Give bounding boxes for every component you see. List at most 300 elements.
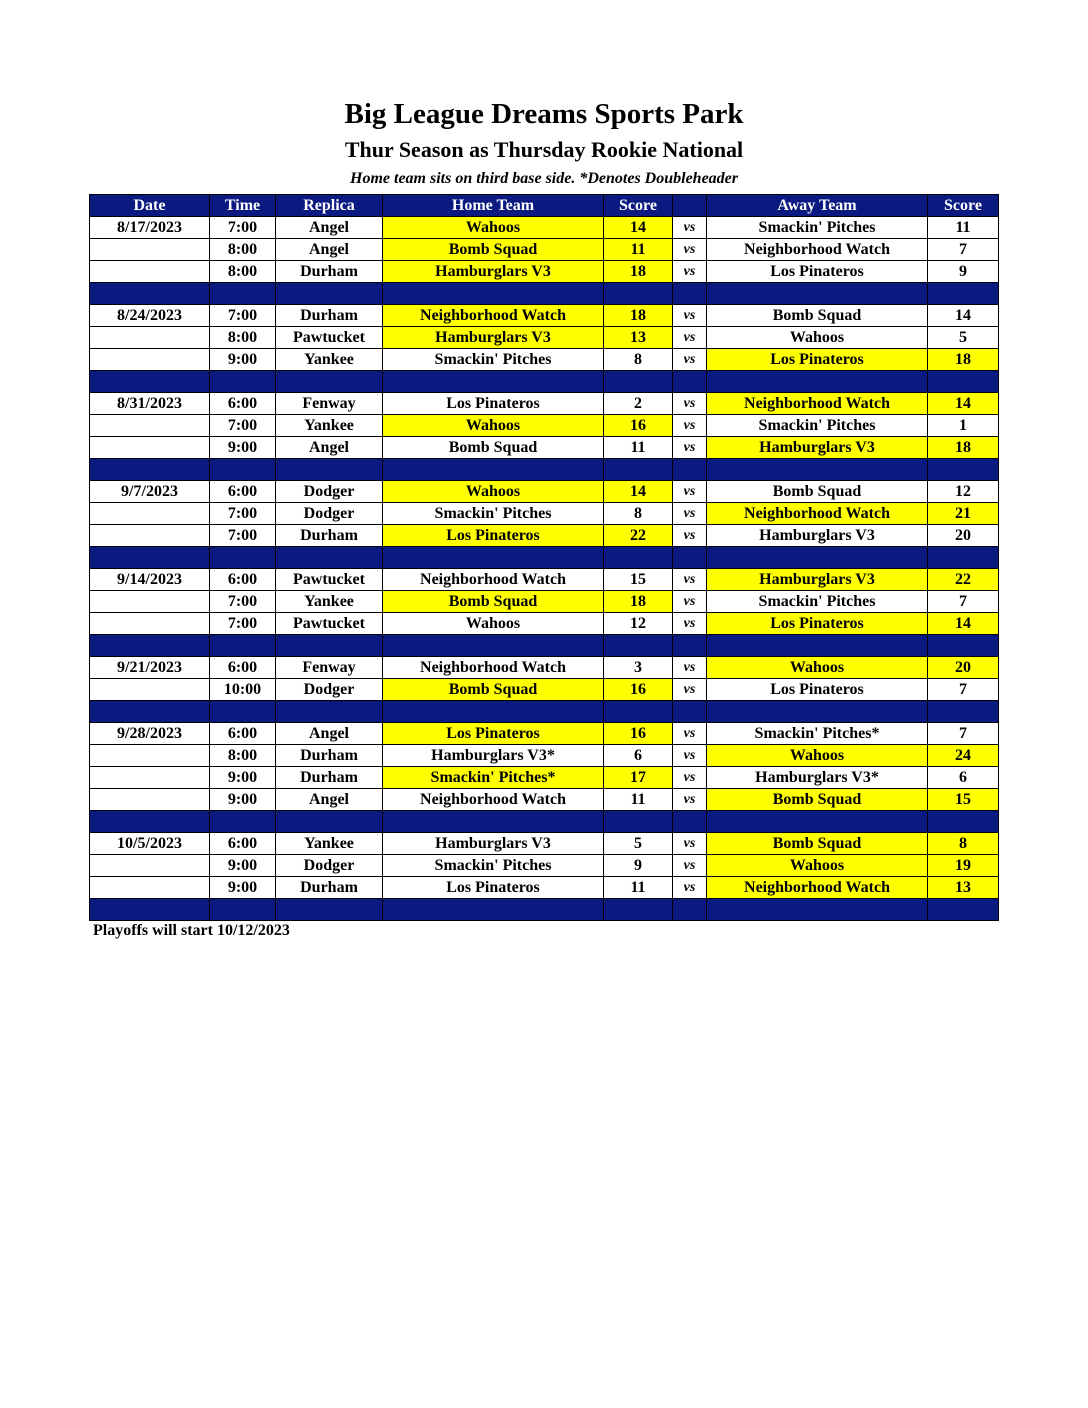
away-team-cell: Hamburglars V3 [707, 437, 928, 459]
separator-cell [276, 899, 383, 921]
table-row [90, 855, 999, 877]
away-team-cell: Los Pinateros [707, 349, 928, 371]
home-team-cell: Smackin' Pitches [383, 503, 604, 525]
page-title: Big League Dreams Sports Park [344, 98, 744, 130]
week-separator-row [90, 811, 999, 833]
home-score-cell: 14 [604, 217, 673, 239]
home-score-cell: 13 [604, 327, 673, 349]
time-cell: 7:00 [210, 525, 276, 547]
week-separator-row [90, 547, 999, 569]
table-row [90, 503, 999, 525]
date-cell: 10/5/2023 [90, 833, 210, 855]
away-team-cell: Los Pinateros [707, 679, 928, 701]
replica-cell: Yankee [276, 833, 383, 855]
separator-cell [673, 547, 707, 569]
vs-cell: vs [673, 657, 707, 679]
away-team-cell: Hamburglars V3 [707, 569, 928, 591]
away-score-cell: 11 [928, 217, 999, 239]
vs-cell: vs [673, 261, 707, 283]
separator-cell [604, 701, 673, 723]
home-team-cell: Neighborhood Watch [383, 789, 604, 811]
home-score-cell: 17 [604, 767, 673, 789]
separator-cell [90, 371, 210, 393]
away-team-cell: Neighborhood Watch [707, 393, 928, 415]
away-team-cell: Wahoos [707, 745, 928, 767]
away-team-cell: Wahoos [707, 855, 928, 877]
home-team-cell: Wahoos [383, 415, 604, 437]
separator-cell [210, 701, 276, 723]
away-score-cell: 9 [928, 261, 999, 283]
home-score-cell: 9 [604, 855, 673, 877]
date-cell [90, 437, 210, 459]
vs-cell: vs [673, 745, 707, 767]
table-row [90, 591, 999, 613]
col-home-team: Home Team [383, 195, 604, 217]
vs-cell: vs [673, 415, 707, 437]
away-team-cell: Los Pinateros [707, 613, 928, 635]
replica-cell: Pawtucket [276, 569, 383, 591]
home-team-cell: Hamburglars V3* [383, 745, 604, 767]
away-score-cell: 13 [928, 877, 999, 899]
replica-cell: Angel [276, 239, 383, 261]
away-score-cell: 18 [928, 349, 999, 371]
home-team-cell: Bomb Squad [383, 239, 604, 261]
away-team-cell: Neighborhood Watch [707, 239, 928, 261]
table-row [90, 789, 999, 811]
time-cell: 7:00 [210, 305, 276, 327]
home-team-cell: Neighborhood Watch [383, 305, 604, 327]
separator-cell [928, 371, 999, 393]
home-score-cell: 11 [604, 877, 673, 899]
date-cell: 9/7/2023 [90, 481, 210, 503]
home-team-cell: Hamburglars V3 [383, 327, 604, 349]
separator-cell [210, 283, 276, 305]
separator-cell [707, 701, 928, 723]
time-cell: 6:00 [210, 481, 276, 503]
time-cell: 6:00 [210, 723, 276, 745]
replica-cell: Angel [276, 437, 383, 459]
date-cell [90, 239, 210, 261]
table-row [90, 305, 999, 327]
home-score-cell: 16 [604, 723, 673, 745]
separator-cell [383, 459, 604, 481]
col-away-team: Away Team [707, 195, 928, 217]
away-team-cell: Neighborhood Watch [707, 877, 928, 899]
home-score-cell: 12 [604, 613, 673, 635]
header-row [90, 195, 999, 217]
separator-cell [276, 459, 383, 481]
replica-cell: Durham [276, 305, 383, 327]
date-cell: 9/21/2023 [90, 657, 210, 679]
separator-cell [673, 283, 707, 305]
away-score-cell: 15 [928, 789, 999, 811]
date-cell: 9/28/2023 [90, 723, 210, 745]
time-cell: 7:00 [210, 591, 276, 613]
date-cell [90, 415, 210, 437]
page-note: Home team sits on third base side. *Denotes Doubleheader [350, 170, 738, 187]
table-row [90, 349, 999, 371]
separator-cell [928, 459, 999, 481]
home-score-cell: 22 [604, 525, 673, 547]
date-cell [90, 877, 210, 899]
time-cell: 9:00 [210, 789, 276, 811]
away-team-cell: Bomb Squad [707, 305, 928, 327]
away-score-cell: 8 [928, 833, 999, 855]
vs-cell: vs [673, 305, 707, 327]
date-cell [90, 745, 210, 767]
separator-cell [383, 701, 604, 723]
replica-cell: Yankee [276, 591, 383, 613]
time-cell: 8:00 [210, 745, 276, 767]
away-team-cell: Smackin' Pitches [707, 591, 928, 613]
home-score-cell: 11 [604, 437, 673, 459]
home-team-cell: Hamburglars V3 [383, 261, 604, 283]
separator-cell [604, 635, 673, 657]
separator-cell [604, 371, 673, 393]
table-row [90, 217, 999, 239]
away-team-cell: Hamburglars V3 [707, 525, 928, 547]
date-cell [90, 261, 210, 283]
vs-cell: vs [673, 327, 707, 349]
separator-cell [383, 635, 604, 657]
separator-cell [928, 547, 999, 569]
footer-note: Playoffs will start 10/12/2023 [93, 922, 290, 939]
away-score-cell: 19 [928, 855, 999, 877]
date-cell [90, 327, 210, 349]
time-cell: 7:00 [210, 217, 276, 239]
separator-cell [210, 811, 276, 833]
away-score-cell: 14 [928, 613, 999, 635]
vs-cell: vs [673, 217, 707, 239]
replica-cell: Pawtucket [276, 613, 383, 635]
home-team-cell: Bomb Squad [383, 437, 604, 459]
separator-cell [383, 547, 604, 569]
replica-cell: Fenway [276, 393, 383, 415]
separator-cell [90, 701, 210, 723]
col-away-score: Score [928, 195, 999, 217]
vs-cell: vs [673, 833, 707, 855]
home-score-cell: 6 [604, 745, 673, 767]
away-score-cell: 5 [928, 327, 999, 349]
col-date: Date [90, 195, 210, 217]
separator-cell [383, 811, 604, 833]
time-cell: 7:00 [210, 415, 276, 437]
date-cell [90, 767, 210, 789]
separator-cell [276, 283, 383, 305]
time-cell: 9:00 [210, 349, 276, 371]
table-row [90, 327, 999, 349]
away-team-cell: Los Pinateros [707, 261, 928, 283]
home-team-cell: Hamburglars V3 [383, 833, 604, 855]
separator-cell [673, 811, 707, 833]
separator-cell [210, 459, 276, 481]
away-score-cell: 7 [928, 239, 999, 261]
home-score-cell: 2 [604, 393, 673, 415]
home-team-cell: Neighborhood Watch [383, 569, 604, 591]
separator-cell [90, 283, 210, 305]
table-row [90, 393, 999, 415]
home-team-cell: Wahoos [383, 613, 604, 635]
time-cell: 8:00 [210, 261, 276, 283]
home-score-cell: 18 [604, 591, 673, 613]
away-team-cell: Smackin' Pitches* [707, 723, 928, 745]
time-cell: 8:00 [210, 327, 276, 349]
separator-cell [707, 459, 928, 481]
separator-cell [604, 811, 673, 833]
time-cell: 8:00 [210, 239, 276, 261]
time-cell: 6:00 [210, 393, 276, 415]
away-score-cell: 1 [928, 415, 999, 437]
week-separator-row [90, 899, 999, 921]
away-team-cell: Smackin' Pitches [707, 217, 928, 239]
date-cell [90, 855, 210, 877]
home-team-cell: Bomb Squad [383, 591, 604, 613]
separator-cell [928, 811, 999, 833]
separator-cell [276, 701, 383, 723]
time-cell: 9:00 [210, 767, 276, 789]
separator-cell [673, 701, 707, 723]
table-row [90, 239, 999, 261]
time-cell: 7:00 [210, 503, 276, 525]
vs-cell: vs [673, 613, 707, 635]
separator-cell [604, 547, 673, 569]
separator-cell [210, 635, 276, 657]
date-cell [90, 503, 210, 525]
vs-cell: vs [673, 437, 707, 459]
separator-cell [707, 547, 928, 569]
separator-cell [383, 899, 604, 921]
page-subtitle: Thur Season as Thursday Rookie National [344, 137, 744, 162]
home-score-cell: 18 [604, 261, 673, 283]
home-team-cell: Wahoos [383, 481, 604, 503]
date-cell [90, 349, 210, 371]
table-row [90, 415, 999, 437]
separator-cell [604, 459, 673, 481]
table-row [90, 745, 999, 767]
date-cell: 8/17/2023 [90, 217, 210, 239]
separator-cell [90, 547, 210, 569]
col-home-score: Score [604, 195, 673, 217]
time-cell: 6:00 [210, 833, 276, 855]
week-separator-row [90, 371, 999, 393]
home-score-cell: 18 [604, 305, 673, 327]
away-score-cell: 12 [928, 481, 999, 503]
schedule-body [90, 217, 999, 921]
vs-cell: vs [673, 723, 707, 745]
separator-cell [210, 371, 276, 393]
table-row [90, 657, 999, 679]
separator-cell [276, 811, 383, 833]
date-cell [90, 591, 210, 613]
date-cell: 8/31/2023 [90, 393, 210, 415]
vs-cell: vs [673, 481, 707, 503]
vs-cell: vs [673, 679, 707, 701]
home-team-cell: Los Pinateros [383, 723, 604, 745]
vs-cell: vs [673, 877, 707, 899]
separator-cell [90, 459, 210, 481]
separator-cell [276, 371, 383, 393]
separator-cell [928, 701, 999, 723]
separator-cell [707, 371, 928, 393]
replica-cell: Durham [276, 877, 383, 899]
separator-cell [383, 283, 604, 305]
home-score-cell: 16 [604, 415, 673, 437]
separator-cell [383, 371, 604, 393]
away-score-cell: 14 [928, 393, 999, 415]
away-score-cell: 14 [928, 305, 999, 327]
date-cell [90, 525, 210, 547]
away-score-cell: 18 [928, 437, 999, 459]
separator-cell [276, 547, 383, 569]
separator-cell [707, 283, 928, 305]
separator-cell [210, 547, 276, 569]
separator-cell [707, 635, 928, 657]
table-row [90, 481, 999, 503]
home-team-cell: Neighborhood Watch [383, 657, 604, 679]
table-row [90, 569, 999, 591]
replica-cell: Pawtucket [276, 327, 383, 349]
time-cell: 9:00 [210, 437, 276, 459]
table-row [90, 613, 999, 635]
replica-cell: Fenway [276, 657, 383, 679]
home-score-cell: 3 [604, 657, 673, 679]
away-team-cell: Wahoos [707, 657, 928, 679]
replica-cell: Dodger [276, 855, 383, 877]
separator-cell [604, 283, 673, 305]
date-cell: 8/24/2023 [90, 305, 210, 327]
table-row [90, 261, 999, 283]
away-team-cell: Neighborhood Watch [707, 503, 928, 525]
vs-cell: vs [673, 239, 707, 261]
replica-cell: Durham [276, 767, 383, 789]
away-score-cell: 21 [928, 503, 999, 525]
date-cell [90, 613, 210, 635]
home-score-cell: 8 [604, 503, 673, 525]
table-row [90, 877, 999, 899]
away-score-cell: 20 [928, 657, 999, 679]
separator-cell [707, 899, 928, 921]
vs-cell: vs [673, 525, 707, 547]
home-team-cell: Smackin' Pitches [383, 349, 604, 371]
date-cell [90, 789, 210, 811]
replica-cell: Yankee [276, 349, 383, 371]
away-team-cell: Hamburglars V3* [707, 767, 928, 789]
away-team-cell: Bomb Squad [707, 789, 928, 811]
separator-cell [276, 635, 383, 657]
vs-cell: vs [673, 789, 707, 811]
away-team-cell: Wahoos [707, 327, 928, 349]
vs-cell: vs [673, 767, 707, 789]
vs-cell: vs [673, 349, 707, 371]
replica-cell: Angel [276, 789, 383, 811]
date-cell [90, 679, 210, 701]
replica-cell: Angel [276, 723, 383, 745]
replica-cell: Durham [276, 261, 383, 283]
col-time: Time [210, 195, 276, 217]
week-separator-row [90, 635, 999, 657]
home-team-cell: Smackin' Pitches [383, 855, 604, 877]
away-team-cell: Bomb Squad [707, 481, 928, 503]
home-team-cell: Bomb Squad [383, 679, 604, 701]
time-cell: 10:00 [210, 679, 276, 701]
col-vs [673, 195, 707, 217]
away-score-cell: 7 [928, 679, 999, 701]
replica-cell: Dodger [276, 503, 383, 525]
table-row [90, 437, 999, 459]
away-score-cell: 24 [928, 745, 999, 767]
separator-cell [928, 635, 999, 657]
away-team-cell: Smackin' Pitches [707, 415, 928, 437]
home-team-cell: Wahoos [383, 217, 604, 239]
vs-cell: vs [673, 503, 707, 525]
home-score-cell: 11 [604, 789, 673, 811]
home-team-cell: Los Pinateros [383, 877, 604, 899]
away-score-cell: 7 [928, 723, 999, 745]
col-replica: Replica [276, 195, 383, 217]
table-row [90, 767, 999, 789]
away-score-cell: 7 [928, 591, 999, 613]
replica-cell: Angel [276, 217, 383, 239]
separator-cell [90, 899, 210, 921]
replica-cell: Durham [276, 745, 383, 767]
separator-cell [928, 283, 999, 305]
table-row [90, 833, 999, 855]
home-score-cell: 16 [604, 679, 673, 701]
week-separator-row [90, 459, 999, 481]
separator-cell [673, 371, 707, 393]
schedule-table [89, 194, 999, 921]
home-team-cell: Los Pinateros [383, 525, 604, 547]
time-cell: 9:00 [210, 877, 276, 899]
home-score-cell: 11 [604, 239, 673, 261]
separator-cell [673, 899, 707, 921]
week-separator-row [90, 701, 999, 723]
vs-cell: vs [673, 569, 707, 591]
home-team-cell: Smackin' Pitches* [383, 767, 604, 789]
away-score-cell: 22 [928, 569, 999, 591]
time-cell: 9:00 [210, 855, 276, 877]
separator-cell [604, 899, 673, 921]
separator-cell [928, 899, 999, 921]
away-team-cell: Bomb Squad [707, 833, 928, 855]
replica-cell: Dodger [276, 679, 383, 701]
table-row [90, 723, 999, 745]
home-score-cell: 5 [604, 833, 673, 855]
date-cell: 9/14/2023 [90, 569, 210, 591]
table-row [90, 525, 999, 547]
home-score-cell: 14 [604, 481, 673, 503]
replica-cell: Yankee [276, 415, 383, 437]
separator-cell [210, 899, 276, 921]
separator-cell [707, 811, 928, 833]
vs-cell: vs [673, 393, 707, 415]
table-row [90, 679, 999, 701]
home-score-cell: 15 [604, 569, 673, 591]
week-separator-row [90, 283, 999, 305]
time-cell: 7:00 [210, 613, 276, 635]
time-cell: 6:00 [210, 657, 276, 679]
time-cell: 6:00 [210, 569, 276, 591]
away-score-cell: 6 [928, 767, 999, 789]
separator-cell [673, 635, 707, 657]
separator-cell [673, 459, 707, 481]
vs-cell: vs [673, 855, 707, 877]
home-team-cell: Los Pinateros [383, 393, 604, 415]
separator-cell [90, 635, 210, 657]
separator-cell [90, 811, 210, 833]
away-score-cell: 20 [928, 525, 999, 547]
replica-cell: Durham [276, 525, 383, 547]
